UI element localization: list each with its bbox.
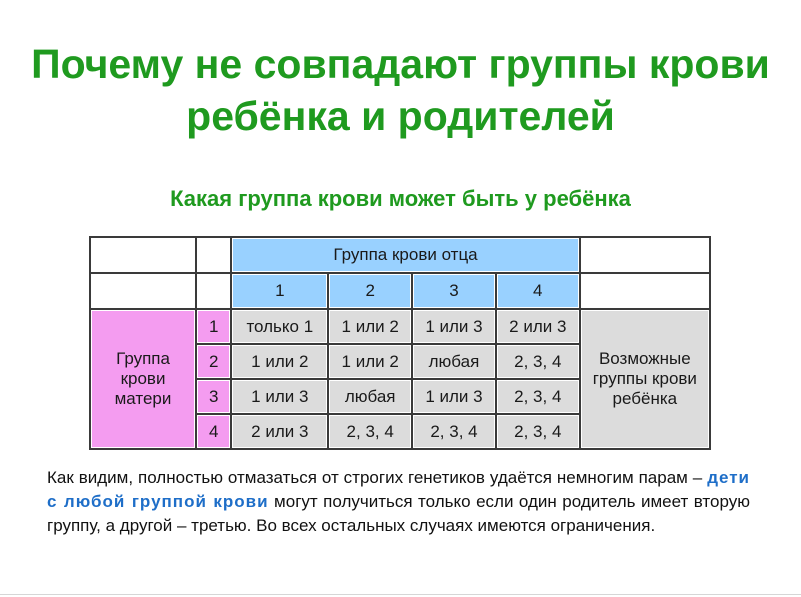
result-cell: 1 или 3 (232, 380, 327, 413)
paragraph-text-end: могут получиться только если один родитель имеет вторую группу, а другой – третью. Во всех остальных случаях имеются ограничения. (47, 492, 750, 535)
result-cell: 2, 3, 4 (497, 415, 579, 448)
empty-cell (197, 274, 230, 308)
table-row (91, 310, 709, 343)
father-group-1: 1 (232, 274, 327, 308)
page-title-line-1: Почему не совпадают группы крови (31, 41, 770, 87)
father-group-4: 4 (497, 274, 579, 308)
bottom-divider (0, 594, 801, 595)
result-cell: любая (413, 345, 495, 378)
result-cell: 2, 3, 4 (497, 345, 579, 378)
mother-group-label: Группа крови матери (91, 310, 195, 448)
empty-cell (91, 274, 195, 308)
page-title (0, 38, 801, 142)
page-title-line-2: ребёнка и родителей (186, 93, 615, 139)
paragraph-text-start: Как видим, полностью отмазаться от строгих генетиков удаётся немногим парам – (47, 468, 708, 487)
father-group-header: Группа крови отца (232, 238, 578, 272)
empty-cell (581, 274, 709, 308)
result-cell: 1 или 2 (329, 345, 411, 378)
empty-cell (91, 238, 195, 272)
result-cell: 2 или 3 (497, 310, 579, 343)
result-cell: 2, 3, 4 (329, 415, 411, 448)
empty-cell (197, 238, 230, 272)
mother-group-4: 4 (197, 415, 230, 448)
mother-group-2: 2 (197, 345, 230, 378)
empty-cell (581, 238, 709, 272)
result-cell: 1 или 3 (413, 380, 495, 413)
mother-group-1: 1 (197, 310, 230, 343)
father-group-2: 2 (329, 274, 411, 308)
result-cell: 1 или 2 (329, 310, 411, 343)
cut-off-next-heading (0, 590, 801, 597)
result-cell: 2, 3, 4 (497, 380, 579, 413)
explanation-paragraph (47, 466, 750, 538)
result-cell: 1 или 2 (232, 345, 327, 378)
table-row (91, 238, 709, 272)
result-cell: 2 или 3 (232, 415, 327, 448)
result-cell: 1 или 3 (413, 310, 495, 343)
table-row (91, 274, 709, 308)
result-cell: 2, 3, 4 (413, 415, 495, 448)
result-cell: только 1 (232, 310, 327, 343)
blood-type-table (89, 236, 711, 450)
result-label: Возможные группы крови ребёнка (581, 310, 709, 448)
section-subtitle: Какая группа крови может быть у ребёнка (170, 186, 631, 211)
mother-group-3: 3 (197, 380, 230, 413)
paragraph-highlight-link[interactable]: дети с любой группой крови (47, 468, 750, 511)
father-group-3: 3 (413, 274, 495, 308)
result-cell: любая (329, 380, 411, 413)
